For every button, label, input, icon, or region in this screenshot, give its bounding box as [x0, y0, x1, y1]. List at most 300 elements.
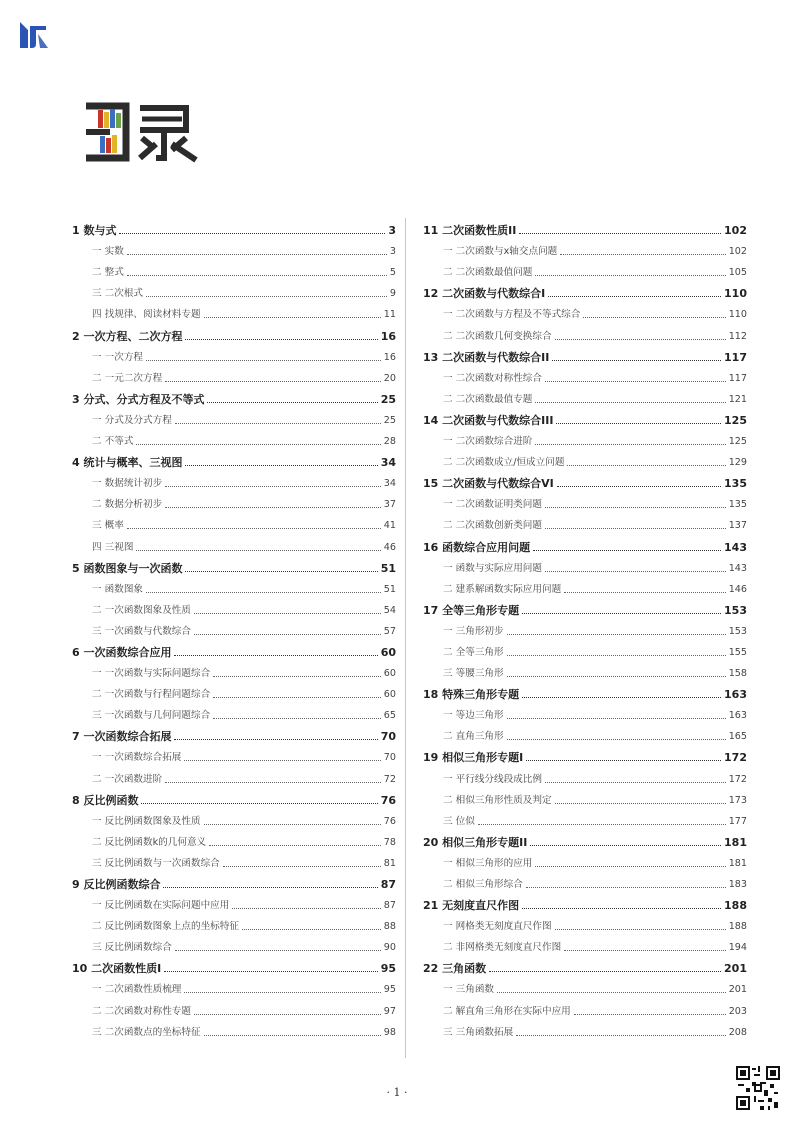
dot-leader — [535, 402, 725, 403]
toc-section-entry[interactable] — [72, 701, 396, 722]
section-title: 一 一次函数综合拓展 — [92, 752, 182, 764]
dot-leader — [127, 528, 381, 529]
chapter-title: 4 统计与概率、三视图 — [72, 456, 183, 470]
dot-leader — [507, 718, 726, 719]
dot-leader — [507, 739, 726, 740]
dot-leader — [535, 275, 725, 276]
section-page: 165 — [728, 731, 747, 743]
section-page: 137 — [728, 520, 747, 532]
toc-section-entry[interactable] — [423, 849, 747, 870]
toc-section-entry[interactable] — [72, 743, 396, 764]
dot-leader — [119, 233, 385, 234]
section-page: 203 — [728, 1005, 747, 1017]
toc-chapter-entry[interactable] — [423, 406, 747, 427]
toc-section-entry[interactable] — [72, 891, 396, 912]
dot-leader — [548, 296, 721, 297]
dot-leader — [223, 866, 381, 867]
section-page: 16 — [383, 351, 396, 363]
toc-section-entry[interactable] — [72, 490, 396, 511]
chapter-page: 172 — [724, 751, 747, 765]
dot-leader — [136, 550, 380, 551]
toc-section-entry[interactable] — [72, 532, 396, 553]
dot-leader — [522, 697, 721, 698]
dot-leader — [555, 339, 726, 340]
toc-section-entry[interactable] — [423, 722, 747, 743]
chapter-title: 2 一次方程、二次方程 — [72, 329, 183, 343]
section-title: 二 一次函数图象及性质 — [92, 604, 191, 616]
chapter-page: 125 — [724, 413, 747, 427]
section-page: 90 — [383, 942, 396, 954]
dot-leader — [184, 992, 380, 993]
toc-section-entry[interactable] — [423, 554, 747, 575]
chapter-page: 51 — [380, 561, 396, 575]
chapter-page: 135 — [724, 477, 747, 491]
dot-leader — [574, 1014, 726, 1015]
toc-chapter-entry[interactable] — [423, 279, 747, 300]
section-title: 一 一次函数与实际问题综合 — [92, 668, 211, 680]
toc-section-entry[interactable] — [72, 975, 396, 996]
dot-leader — [207, 402, 377, 403]
toc-section-entry[interactable] — [423, 617, 747, 638]
toc-section-entry[interactable] — [72, 996, 396, 1017]
toc-section-entry[interactable] — [72, 469, 396, 490]
section-page: 70 — [383, 752, 396, 764]
toc-section-entry[interactable] — [72, 279, 396, 300]
section-title: 二 二次函数最值专题 — [443, 393, 533, 405]
toc-chapter-entry[interactable] — [72, 786, 396, 807]
dot-leader — [204, 1035, 381, 1036]
toc-section-entry[interactable] — [423, 511, 747, 532]
toc-chapter-entry[interactable] — [72, 448, 396, 469]
dot-leader — [555, 929, 726, 930]
toc-section-entry[interactable] — [72, 575, 396, 596]
dot-leader — [242, 929, 381, 930]
section-page: 208 — [728, 1026, 747, 1038]
toc-section-entry[interactable] — [423, 300, 747, 321]
chapter-page: 3 — [388, 224, 396, 238]
dot-leader — [174, 655, 377, 656]
section-page: 78 — [383, 836, 396, 848]
toc-chapter-entry[interactable] — [423, 680, 747, 701]
chapter-title: 6 一次函数综合应用 — [72, 645, 172, 659]
chapter-title: 16 函数综合应用问题 — [423, 540, 531, 554]
toc-section-entry[interactable] — [423, 237, 747, 258]
dot-leader — [583, 317, 725, 318]
dot-leader — [185, 339, 377, 340]
toc-section-entry[interactable] — [72, 237, 396, 258]
section-page: 117 — [728, 372, 747, 384]
dot-leader — [194, 634, 381, 635]
dot-leader — [165, 782, 381, 783]
toc-chapter-entry[interactable] — [423, 469, 747, 490]
toc-section-entry[interactable] — [72, 680, 396, 701]
chapter-title: 5 函数图象与一次函数 — [72, 561, 183, 575]
toc-section-entry[interactable] — [72, 596, 396, 617]
chapter-page: 87 — [380, 878, 396, 891]
section-title: 一 二次函数对称性综合 — [443, 372, 542, 384]
section-title: 一 相似三角形的应用 — [443, 857, 533, 869]
dot-leader — [545, 507, 726, 508]
toc-chapter-entry[interactable] — [72, 954, 396, 975]
section-page: 121 — [728, 393, 747, 405]
toc-section-entry[interactable] — [423, 427, 747, 448]
section-page: 88 — [383, 921, 396, 933]
section-title: 三 三角函数拓展 — [443, 1026, 514, 1038]
section-title: 一 平行线分线段成比例 — [443, 773, 542, 785]
toc-section-entry[interactable] — [423, 385, 747, 406]
section-title: 二 反比例函数k的几何意义 — [92, 836, 207, 848]
section-page: 81 — [383, 857, 396, 869]
section-title: 一 网格类无刻度直尺作图 — [443, 921, 552, 933]
qr-code-icon — [736, 1066, 780, 1110]
section-page: 112 — [728, 330, 747, 342]
section-title: 一 反比例函数图象及性质 — [92, 815, 201, 827]
dot-leader — [163, 887, 377, 888]
section-page: 102 — [728, 246, 747, 258]
chapter-title: 3 分式、分式方程及不等式 — [72, 392, 205, 406]
section-title: 二 反比例函数图象上点的坐标特征 — [92, 921, 239, 933]
section-title: 一 分式及分式方程 — [92, 414, 172, 426]
section-page: 110 — [728, 309, 747, 321]
chapter-title: 22 三角函数 — [423, 962, 487, 976]
section-title: 二 二次函数对称性专题 — [92, 1005, 191, 1017]
dot-leader — [213, 718, 381, 719]
chapter-title: 13 二次函数与代数综合II — [423, 350, 550, 364]
section-page: 87 — [383, 900, 396, 912]
toc-section-entry[interactable] — [72, 617, 396, 638]
section-page: 183 — [728, 879, 747, 890]
toc-section-entry[interactable] — [72, 764, 396, 785]
section-page: 155 — [728, 646, 747, 658]
dot-leader — [522, 908, 721, 909]
chapter-page: 60 — [380, 645, 396, 659]
dot-leader — [533, 550, 721, 551]
dot-leader — [535, 444, 725, 445]
dot-leader — [545, 571, 726, 572]
section-title: 三 概率 — [92, 520, 124, 532]
section-title: 三 一次函数与代数综合 — [92, 625, 191, 637]
chapter-page: 201 — [724, 962, 747, 976]
toc-section-entry[interactable] — [423, 701, 747, 722]
section-title: 二 直角三角形 — [443, 731, 504, 743]
chapter-title: 8 反比例函数 — [72, 793, 139, 807]
section-title: 二 一次函数进阶 — [92, 773, 163, 785]
dot-leader — [127, 275, 387, 276]
dot-leader — [516, 1035, 725, 1036]
section-page: 153 — [728, 625, 747, 637]
toc-section-entry[interactable] — [72, 933, 396, 954]
chapter-page: 16 — [380, 329, 396, 343]
dot-leader — [556, 423, 721, 424]
dot-leader — [213, 697, 381, 698]
toc-section-entry[interactable] — [423, 258, 747, 279]
section-title: 二 二次函数创新类问题 — [443, 520, 542, 532]
section-title: 二 二次函数成立/恒成立问题 — [443, 457, 565, 469]
section-title: 三 二次函数点的坐标特征 — [92, 1026, 201, 1038]
chapter-page: 117 — [724, 350, 747, 364]
section-page: 60 — [383, 689, 396, 701]
chapter-page: 110 — [724, 287, 747, 301]
toc-section-entry[interactable] — [423, 764, 747, 785]
section-page: 129 — [728, 457, 747, 469]
chapter-title: 7 一次函数综合拓展 — [72, 730, 172, 744]
dot-leader — [136, 444, 380, 445]
dot-leader — [555, 803, 726, 804]
dot-leader — [564, 950, 726, 951]
section-title: 二 整式 — [92, 267, 124, 279]
toc-chapter-entry[interactable] — [423, 743, 747, 764]
toc-section-entry[interactable] — [423, 870, 747, 891]
toc-section-entry[interactable] — [423, 364, 747, 385]
section-page: 177 — [728, 815, 747, 827]
toc-section-entry[interactable] — [72, 511, 396, 532]
dot-leader — [127, 254, 387, 255]
section-page: 25 — [383, 414, 396, 426]
toc-section-entry[interactable] — [72, 427, 396, 448]
toc-section-entry[interactable] — [423, 933, 747, 954]
dot-leader — [545, 381, 726, 382]
toc-chapter-entry[interactable] — [72, 216, 396, 237]
toc-chapter-entry[interactable] — [423, 596, 747, 617]
section-page: 97 — [383, 1005, 396, 1017]
dot-leader — [567, 465, 725, 466]
section-page: 37 — [383, 499, 396, 511]
dot-leader — [204, 317, 381, 318]
section-page: 135 — [728, 499, 747, 511]
dot-leader — [165, 486, 381, 487]
toc-section-entry[interactable] — [423, 490, 747, 511]
section-title: 一 反比例函数在实际问题中应用 — [92, 900, 230, 912]
toc-section-entry[interactable] — [72, 300, 396, 321]
dot-leader — [519, 233, 721, 234]
toc-section-entry[interactable] — [72, 364, 396, 385]
chapter-title: 14 二次函数与代数综合III — [423, 413, 554, 427]
dot-leader — [146, 296, 387, 297]
section-title: 四 找规律、阅读材料专题 — [92, 309, 201, 321]
dot-leader — [557, 486, 721, 487]
section-page: 65 — [383, 710, 396, 722]
dot-leader — [194, 1014, 381, 1015]
dot-leader — [560, 254, 725, 255]
toc-chapter-entry[interactable] — [72, 321, 396, 342]
toc-chapter-entry[interactable] — [423, 532, 747, 553]
dot-leader — [174, 739, 377, 740]
dot-leader — [146, 592, 381, 593]
chapter-page: 143 — [724, 540, 747, 554]
section-page: 57 — [383, 625, 396, 637]
dot-leader — [497, 992, 726, 993]
section-page: 54 — [383, 604, 396, 616]
section-title: 二 数据分析初步 — [92, 499, 163, 511]
toc-section-entry[interactable] — [423, 575, 747, 596]
toc-section-entry[interactable] — [72, 828, 396, 849]
section-page: 143 — [728, 562, 747, 574]
section-title: 一 函数图象 — [92, 583, 144, 595]
toc-chapter-entry[interactable] — [72, 638, 396, 659]
toc-chapter-entry[interactable] — [423, 891, 747, 912]
toc-chapter-entry[interactable] — [423, 828, 747, 849]
section-title: 二 全等三角形 — [443, 646, 504, 658]
chapter-title: 17 全等三角形专题 — [423, 603, 520, 617]
section-page: 188 — [728, 921, 747, 933]
chapter-page: 76 — [380, 793, 396, 807]
column-divider — [405, 218, 406, 1058]
toc-section-entry[interactable] — [423, 1018, 747, 1039]
toc-section-entry[interactable] — [423, 786, 747, 807]
chapter-page: 34 — [380, 456, 396, 470]
dot-leader — [526, 760, 721, 761]
section-title: 三 反比例函数与一次函数综合 — [92, 857, 220, 869]
toc-section-entry[interactable] — [72, 807, 396, 828]
section-title: 二 相似三角形综合 — [443, 879, 523, 890]
section-title: 二 一次函数与行程问题综合 — [92, 689, 211, 701]
toc-section-entry[interactable] — [72, 1018, 396, 1039]
section-title: 二 二次函数几何变换综合 — [443, 330, 552, 342]
chapter-title: 9 反比例函数综合 — [72, 878, 161, 891]
section-page: 194 — [728, 942, 747, 954]
chapter-page: 153 — [724, 603, 747, 617]
dot-leader — [185, 465, 377, 466]
section-title: 一 一次方程 — [92, 351, 144, 363]
section-title: 一 等边三角形 — [443, 710, 504, 722]
section-page: 60 — [383, 668, 396, 680]
dot-leader — [164, 971, 377, 972]
section-page: 3 — [389, 246, 396, 258]
section-page: 163 — [728, 710, 747, 722]
toc-chapter-entry[interactable] — [423, 216, 747, 237]
section-title: 一 函数与实际应用问题 — [443, 562, 542, 574]
toc-section-entry[interactable] — [72, 258, 396, 279]
section-page: 20 — [383, 372, 396, 384]
chapter-title: 12 二次函数与代数综合I — [423, 287, 546, 301]
section-title: 一 二次函数综合进阶 — [443, 436, 533, 448]
section-page: 5 — [389, 267, 396, 279]
chapter-title: 21 无刻度直尺作图 — [423, 899, 520, 913]
dot-leader — [184, 760, 380, 761]
section-page: 98 — [383, 1026, 396, 1038]
chapter-page: 25 — [380, 392, 396, 406]
dot-leader — [478, 824, 726, 825]
section-page: 201 — [728, 984, 747, 996]
section-title: 二 相似三角形性质及判定 — [443, 794, 552, 806]
section-title: 四 三视图 — [92, 541, 134, 553]
chapter-page: 163 — [724, 688, 747, 702]
section-title: 一 二次函数性质梳理 — [92, 984, 182, 996]
brand-logo-icon — [16, 18, 50, 52]
dot-leader — [194, 613, 381, 614]
toc-section-entry[interactable] — [423, 996, 747, 1017]
toc-section-entry[interactable] — [72, 343, 396, 364]
toc-section-entry[interactable] — [423, 321, 747, 342]
dot-leader — [165, 507, 381, 508]
toc-section-entry[interactable] — [423, 807, 747, 828]
section-page: 34 — [383, 478, 396, 490]
toc-chapter-entry[interactable] — [72, 385, 396, 406]
section-page: 95 — [383, 984, 396, 996]
dot-leader — [526, 887, 726, 888]
section-title: 三 一次函数与几何问题综合 — [92, 710, 211, 722]
section-title: 二 二次函数最值问题 — [443, 267, 533, 279]
dot-leader — [175, 950, 381, 951]
page-number: · 1 · — [386, 1086, 408, 1099]
section-page: 173 — [728, 794, 747, 806]
section-page: 76 — [383, 815, 396, 827]
dot-leader — [141, 803, 377, 804]
toc-section-entry[interactable] — [423, 659, 747, 680]
dot-leader — [545, 782, 726, 783]
chapter-title: 19 相似三角形专题I — [423, 751, 524, 765]
dot-leader — [507, 676, 726, 677]
dot-leader — [213, 676, 381, 677]
chapter-title: 20 相似三角形专题II — [423, 835, 528, 849]
dot-leader — [535, 866, 725, 867]
dot-leader — [522, 613, 721, 614]
chapter-page: 102 — [724, 224, 747, 238]
toc-chapter-entry[interactable] — [72, 554, 396, 575]
dot-leader — [185, 571, 377, 572]
toc-title-graphic — [82, 100, 202, 164]
chapter-title: 18 特殊三角形专题 — [423, 688, 520, 702]
toc-section-entry[interactable] — [423, 975, 747, 996]
dot-leader — [545, 528, 726, 529]
toc-right-column — [423, 216, 747, 1039]
dot-leader — [146, 360, 381, 361]
toc-chapter-entry[interactable] — [72, 870, 396, 891]
toc-chapter-entry[interactable] — [72, 722, 396, 743]
section-page: 125 — [728, 436, 747, 448]
section-page: 28 — [383, 436, 396, 448]
toc-section-entry[interactable] — [72, 912, 396, 933]
section-title: 三 位似 — [443, 815, 475, 827]
chapter-title: 15 二次函数与代数综合VI — [423, 477, 554, 491]
section-title: 一 实数 — [92, 246, 124, 258]
toc-section-entry[interactable] — [423, 912, 747, 933]
toc-section-entry[interactable] — [423, 638, 747, 659]
dot-leader — [552, 360, 721, 361]
section-title: 三 二次根式 — [92, 288, 144, 300]
toc-section-entry[interactable] — [72, 406, 396, 427]
toc-section-entry[interactable] — [423, 448, 747, 469]
toc-section-entry[interactable] — [72, 659, 396, 680]
chapter-page: 188 — [724, 899, 747, 913]
section-page: 51 — [383, 583, 396, 595]
section-title: 一 三角形初步 — [443, 625, 504, 637]
section-title: 一 二次函数与方程及不等式综合 — [443, 309, 581, 321]
dot-leader — [507, 655, 726, 656]
chapter-page: 70 — [380, 730, 396, 744]
dot-leader — [530, 845, 721, 846]
section-title: 一 二次函数与x轴交点问题 — [443, 246, 558, 258]
section-page: 172 — [728, 773, 747, 785]
dot-leader — [175, 423, 381, 424]
section-title: 二 一元二次方程 — [92, 372, 163, 384]
section-title: 二 解直角三角形在实际中应用 — [443, 1005, 571, 1017]
toc-chapter-entry[interactable] — [423, 343, 747, 364]
chapter-title: 1 数与式 — [72, 224, 117, 238]
dot-leader — [209, 845, 381, 846]
chapter-title: 10 二次函数性质I — [72, 962, 162, 976]
section-page: 9 — [389, 288, 396, 300]
toc-section-entry[interactable] — [72, 849, 396, 870]
section-page: 181 — [728, 857, 747, 869]
toc-chapter-entry[interactable] — [423, 954, 747, 975]
section-page: 46 — [383, 541, 396, 553]
dot-leader — [564, 592, 726, 593]
section-title: 三 等腰三角形 — [443, 668, 504, 680]
section-title: 一 二次函数证明类问题 — [443, 499, 542, 511]
section-title: 一 三角函数 — [443, 984, 495, 996]
chapter-page: 95 — [380, 962, 396, 976]
